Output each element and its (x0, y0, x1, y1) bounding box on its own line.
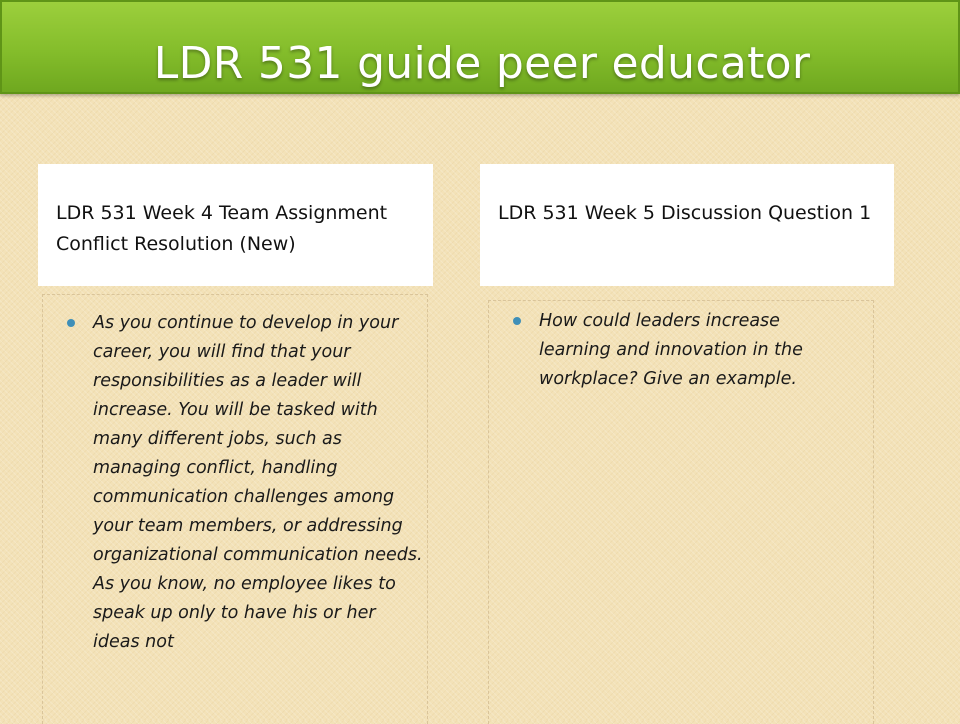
left-column-heading: LDR 531 Week 4 Team Assignment Conflict Resolution (New) (38, 164, 433, 286)
right-column-heading: LDR 531 Week 5 Discussion Question 1 (480, 164, 894, 286)
right-bullet-text: How could leaders increase learning and innovation in the workplace? Give an example. (539, 311, 803, 389)
left-bullet-text: As you continue to develop in your career, you will find that your responsibilities as a leader will increase. You will be tasked with many different jobs, such as managing conflict, handling communication challenges among your team members, or addressing organizational communication needs. As you know, no employee likes to speak up only to have his or her ideas not (93, 313, 423, 652)
right-column-content (488, 300, 874, 724)
bullet-icon (67, 319, 75, 327)
slide-title: LDR 531 guide peer educator (153, 38, 811, 89)
bullet-icon (513, 317, 521, 325)
left-column-content (42, 294, 428, 724)
title-bar (0, 0, 960, 94)
